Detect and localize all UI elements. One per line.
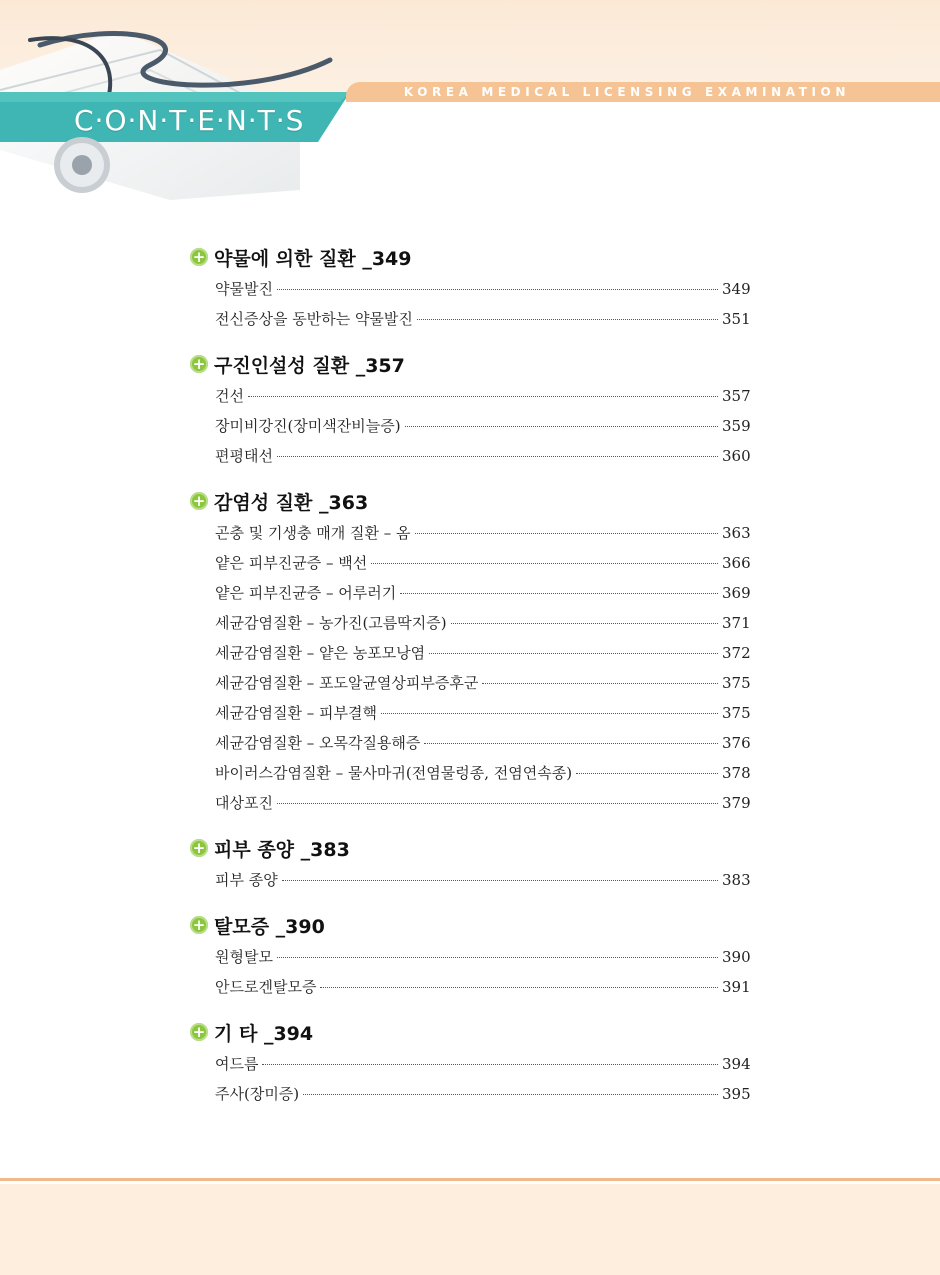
footer-divider — [0, 1178, 940, 1181]
toc-section — [190, 908, 750, 1002]
entry-label: 원형탈모 — [215, 948, 273, 966]
dot-leader — [482, 682, 718, 684]
toc-entry[interactable] — [190, 548, 750, 578]
contents-title: C·O·N·T·E·N·T·S — [74, 104, 305, 137]
entry-label: 안드로겐탈모증 — [215, 978, 317, 996]
section-heading[interactable] — [190, 484, 750, 518]
dot-leader — [417, 318, 718, 320]
section-heading[interactable] — [190, 240, 750, 274]
dot-leader — [262, 1063, 718, 1065]
entry-page-number: 372 — [722, 644, 751, 662]
entry-label: 여드름 — [215, 1055, 259, 1073]
toc-entry[interactable] — [190, 381, 750, 411]
entry-page-number: 359 — [722, 417, 751, 435]
plus-circle-icon: + — [190, 355, 208, 373]
dot-leader — [320, 986, 718, 988]
toc-section — [190, 831, 750, 895]
entry-label: 얕은 피부진균증 – 어루러기 — [215, 584, 397, 602]
entry-label: 피부 종양 — [215, 871, 278, 889]
toc-entry[interactable] — [190, 1079, 750, 1109]
entry-label: 약물발진 — [215, 280, 273, 298]
toc-entry[interactable] — [190, 441, 750, 471]
dot-leader — [371, 562, 718, 564]
toc-entry[interactable] — [190, 698, 750, 728]
toc-entry[interactable] — [190, 942, 750, 972]
entry-label: 전신증상을 동반하는 약물발진 — [215, 310, 413, 328]
entry-label: 건선 — [215, 387, 244, 405]
section-heading[interactable] — [190, 347, 750, 381]
footer-band — [0, 1184, 940, 1275]
toc-section — [190, 484, 750, 818]
toc-entry[interactable] — [190, 274, 750, 304]
toc-entry[interactable] — [190, 638, 750, 668]
dot-leader — [424, 742, 718, 744]
entry-label: 세균감염질환 – 피부결핵 — [215, 704, 377, 722]
entry-page-number: 349 — [722, 280, 751, 298]
entry-page-number: 371 — [722, 614, 751, 632]
section-title: 약물에 의한 질환 _349 — [214, 247, 412, 270]
toc-section — [190, 1015, 750, 1109]
toc-entry[interactable] — [190, 668, 750, 698]
toc-section — [190, 240, 750, 334]
entry-label: 얕은 피부진균증 – 백선 — [215, 554, 368, 572]
entry-label: 세균감염질환 – 오목각질용해증 — [215, 734, 421, 752]
entry-label: 대상포진 — [215, 794, 273, 812]
dot-leader — [277, 455, 718, 457]
entry-page-number: 357 — [722, 387, 751, 405]
entry-label: 세균감염질환 – 포도알균열상피부증후군 — [215, 674, 479, 692]
toc-entry[interactable] — [190, 608, 750, 638]
table-of-contents — [190, 240, 750, 1122]
dot-leader — [381, 712, 718, 714]
exam-label: KOREA MEDICAL LICENSING EXAMINATION — [346, 82, 940, 102]
section-title: 기 타 _394 — [214, 1022, 314, 1045]
entry-label: 세균감염질환 – 농가진(고름딱지증) — [215, 614, 447, 632]
entry-page-number: 366 — [722, 554, 751, 572]
entry-page-number: 351 — [722, 310, 751, 328]
entry-label: 주사(장미증) — [215, 1085, 300, 1103]
entry-page-number: 379 — [722, 794, 751, 812]
toc-entry[interactable] — [190, 411, 750, 441]
entry-page-number: 360 — [722, 447, 751, 465]
dot-leader — [429, 652, 718, 654]
entry-page-number: 394 — [722, 1055, 751, 1073]
entry-label: 바이러스감염질환 – 물사마귀(전염물렁종, 전염연속종) — [215, 764, 573, 782]
entry-label: 편평태선 — [215, 447, 273, 465]
dot-leader — [277, 802, 718, 804]
plus-circle-icon: + — [190, 916, 208, 934]
entry-page-number: 369 — [722, 584, 751, 602]
entry-label: 곤충 및 기생충 매개 질환 – 옴 — [215, 524, 411, 542]
dot-leader — [277, 956, 718, 958]
dot-leader — [451, 622, 718, 624]
toc-entry[interactable] — [190, 1049, 750, 1079]
section-title: 피부 종양 _383 — [214, 838, 350, 861]
section-heading[interactable] — [190, 831, 750, 865]
section-title: 탈모증 _390 — [214, 915, 325, 938]
entry-page-number: 395 — [722, 1085, 751, 1103]
dot-leader — [277, 288, 718, 290]
toc-entry[interactable] — [190, 972, 750, 1002]
entry-page-number: 376 — [722, 734, 751, 752]
toc-entry[interactable] — [190, 865, 750, 895]
section-heading[interactable] — [190, 1015, 750, 1049]
plus-circle-icon: + — [190, 492, 208, 510]
dot-leader — [303, 1093, 718, 1095]
section-title: 구진인설성 질환 _357 — [214, 354, 405, 377]
entry-page-number: 391 — [722, 978, 751, 996]
entry-page-number: 363 — [722, 524, 751, 542]
entry-page-number: 383 — [722, 871, 751, 889]
toc-entry[interactable] — [190, 728, 750, 758]
entry-page-number: 375 — [722, 704, 751, 722]
toc-section — [190, 347, 750, 471]
toc-entry[interactable] — [190, 758, 750, 788]
entry-page-number: 390 — [722, 948, 751, 966]
toc-entry[interactable] — [190, 518, 750, 548]
entry-label: 장미비강진(장미색잔비늘증) — [215, 417, 401, 435]
dot-leader — [282, 879, 718, 881]
plus-circle-icon: + — [190, 1023, 208, 1041]
plus-circle-icon: + — [190, 248, 208, 266]
dot-leader — [576, 772, 718, 774]
plus-circle-icon: + — [190, 839, 208, 857]
section-heading[interactable] — [190, 908, 750, 942]
section-title: 감염성 질환 _363 — [214, 491, 369, 514]
toc-entry[interactable] — [190, 788, 750, 818]
toc-entry[interactable] — [190, 578, 750, 608]
entry-page-number: 375 — [722, 674, 751, 692]
dot-leader — [415, 532, 719, 534]
dot-leader — [405, 425, 718, 427]
toc-entry[interactable] — [190, 304, 750, 334]
entry-label: 세균감염질환 – 얕은 농포모낭염 — [215, 644, 426, 662]
dot-leader — [248, 395, 718, 397]
entry-page-number: 378 — [722, 764, 751, 782]
dot-leader — [400, 592, 718, 594]
